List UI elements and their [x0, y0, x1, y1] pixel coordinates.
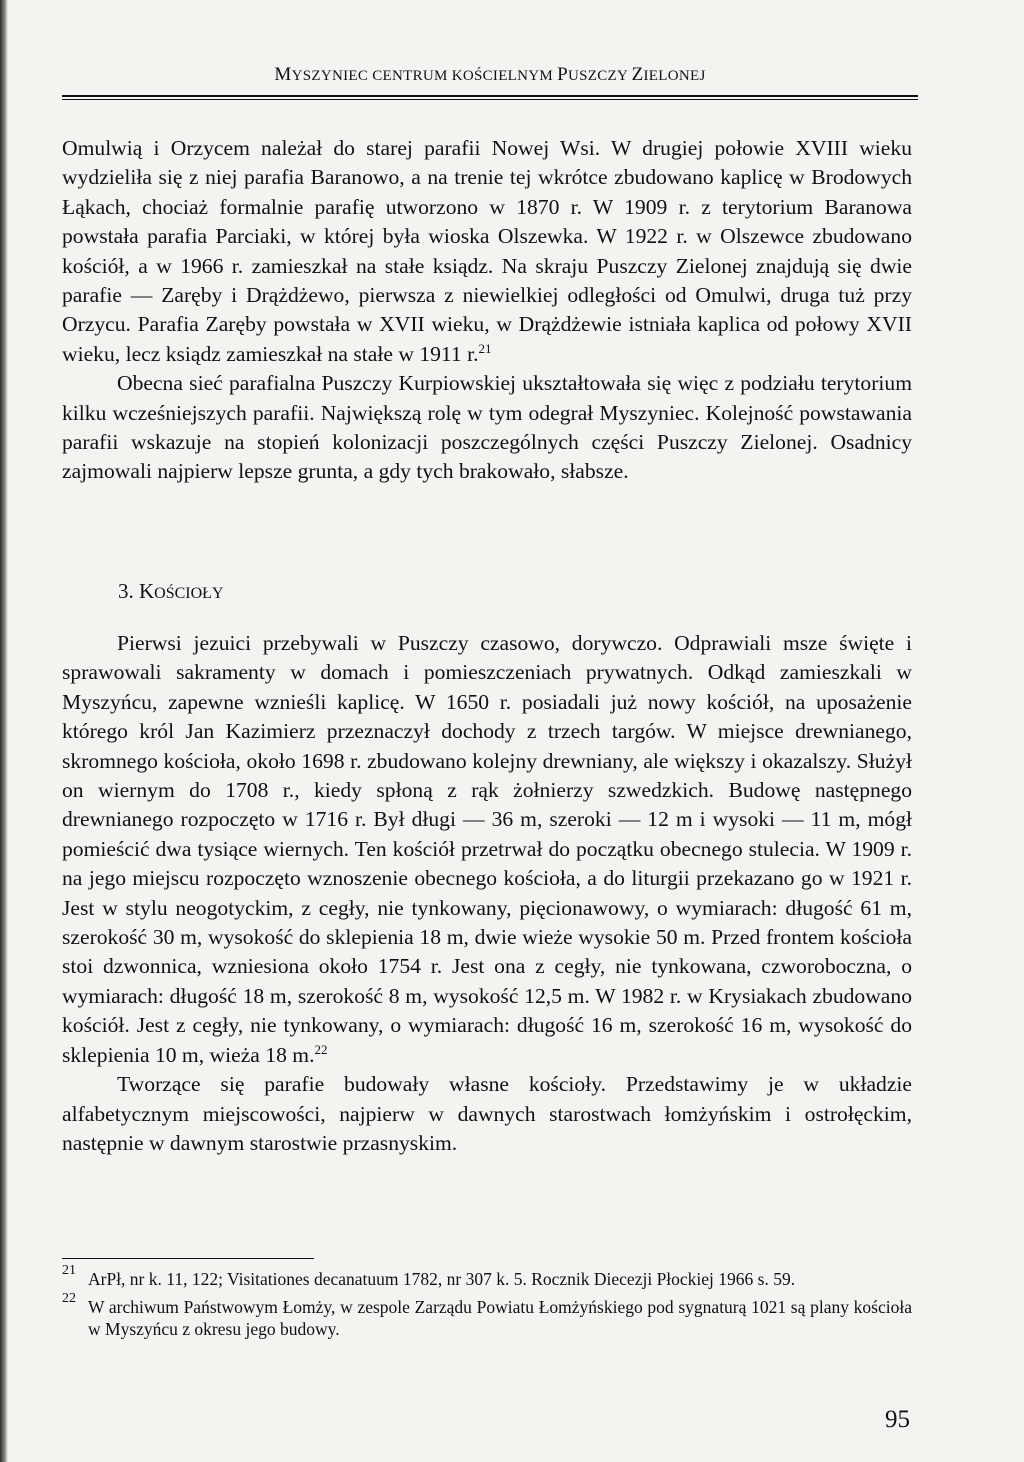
running-head-word: PUSZCZY [557, 64, 632, 85]
footnote-number: 22 [62, 1291, 76, 1306]
running-head-word: ZIELONEJ [631, 64, 706, 85]
body-text-top [62, 134, 912, 487]
footnote-number: 21 [62, 1263, 76, 1278]
footnote [62, 1263, 912, 1290]
footnote-text: W archiwum Państwowym Łomży, w zespole Zarządu Powiatu Łomżyńskiego pod sygnaturą 1021 są plany kościoła w Myszyńcu z okresu jego budowy. [88, 1297, 912, 1339]
running-head [62, 64, 918, 86]
paragraph: Tworzące się parafie budowały własne kościoły. Przedstawimy je w układzie alfabetycznym miejscowości, najpierw w dawnych starostwach łomżyńskim i ostrołęckim, następnie w dawnym starostwie przasnyskim. [62, 1072, 912, 1155]
footnote-ref: 21 [478, 341, 492, 357]
header-rule [62, 95, 918, 97]
footnote-text: ArPł, nr k. 11, 122; Visitationes decanatuum 1782, nr 307 k. 5. Rocznik Diecezji Płockiej 1966 s. 59. [88, 1269, 796, 1289]
page-binding-shadow [0, 0, 8, 1462]
section-number: 3. [118, 579, 134, 603]
paragraph: Pierwsi jezuici przebywali w Puszczy czasowo, dorywczo. Odprawiali msze święte i sprawowali sakramenty w domach i pomieszczeniach prywatnych. Odkąd zamieszkali w Myszyńcu, zapewne wznieśli kaplicę. W 1650 r. posiadali już nowy kościół, na uposażenie którego król Jan Kazimierz przeznaczył dochody z trzech targów. W miejsce drewnianego, skromnego kościoła, około 1698 r. zbudowano kolejny drewniany, ale większy i okazalszy. Służył on wiernym do 1708 r., kiedy spłoną z rąk żołnierzy szwedzkich. Budowę następnego drewnianego rozpoczęto w 1716 r. Był długi — 36 m, szeroki — 12 m i wysoki — 11 m, mógł pomieścić dwa tysiące wiernych. Ten kościół przetrwał do początku obecnego stulecia. W 1909 r. na jego miejscu rozpoczęto wznoszenie obecnego kościoła, a do liturgii przekazano go w 1921 r. Jest w stylu neogotyckim, z cegły, nie tynkowany, pięcionawowy, o wymiarach: długość 61 m, szerokość 30 m, wysokość do sklepienia 18 m, dwie wieże wysokie 50 m. Przed frontem kościoła stoi dzwonnica, wzniesiona około 1754 r. Jest ona z cegły, nie tynkowana, czworoboczna, o wymiarach: długość 18 m, szerokość 8 m, wysokość 12,5 m. W 1982 r. w Krysiakach zbudowano kościół. Jest z cegły, nie tynkowany, o wymiarach: długość 16 m, szerokość 16 m, wysokość do sklepienia 10 m, wieża 18 m.$^{22}$ [62, 631, 912, 1067]
footnote-rule [62, 1258, 314, 1259]
header-rule-thin [62, 99, 918, 100]
footnote [62, 1291, 912, 1340]
paragraph: Obecna sieć parafialna Puszczy Kurpiowskiej ukształtowała się więc z podziału terytorium kilku wcześniejszych parafii. Największą rolę w tym odegrał Myszyniec. Kolejność powstawania parafii wskazuje na stopień kolonizacji poszczególnych części Puszczy Zielonej. Osadnicy zajmowali najpierw lepsze grunta, a gdy tych brakowało, słabsze. [62, 371, 912, 484]
footnote-ref: 22 [314, 1041, 328, 1057]
page-number: 95 [885, 1406, 910, 1433]
section-heading [118, 579, 224, 604]
body-text-section [62, 629, 912, 1158]
running-head-word: MYSZYNIEC CENTRUM KOŚCIELNYM [274, 64, 558, 85]
paragraph: Omulwią i Orzycem należał do starej parafii Nowej Wsi. W drugiej połowie XVIII wieku wydzieliła się z niej parafia Baranowo, a na trenie tej wkrótce zbudowano kaplicę w Brodowych Łąkach, chociaż formalnie parafię utworzono w 1870 r. W 1909 r. z terytorium Baranowa powstała parafia Parciaki, w której była wioska Olszewka. W 1922 r. w Olszewce zbudowano kościół, a w 1966 r. zamieszkał na stałe ksiądz. Na skraju Puszczy Zielonej znajdują się dwie parafie — Zaręby i Drążdżewo, pierwsza z niewielkiej odległości od Omulwi, druga tuż przy Orzycu. Parafia Zaręby powstała w XVII wieku, w Drążdżewie istniała kaplica od połowy XVII wieku, lecz ksiądz zamieszkał na stałe w 1911 r.$^{21}$ [62, 136, 912, 366]
footnotes [62, 1263, 912, 1346]
section-title: KOŚCIOŁY [139, 579, 224, 603]
